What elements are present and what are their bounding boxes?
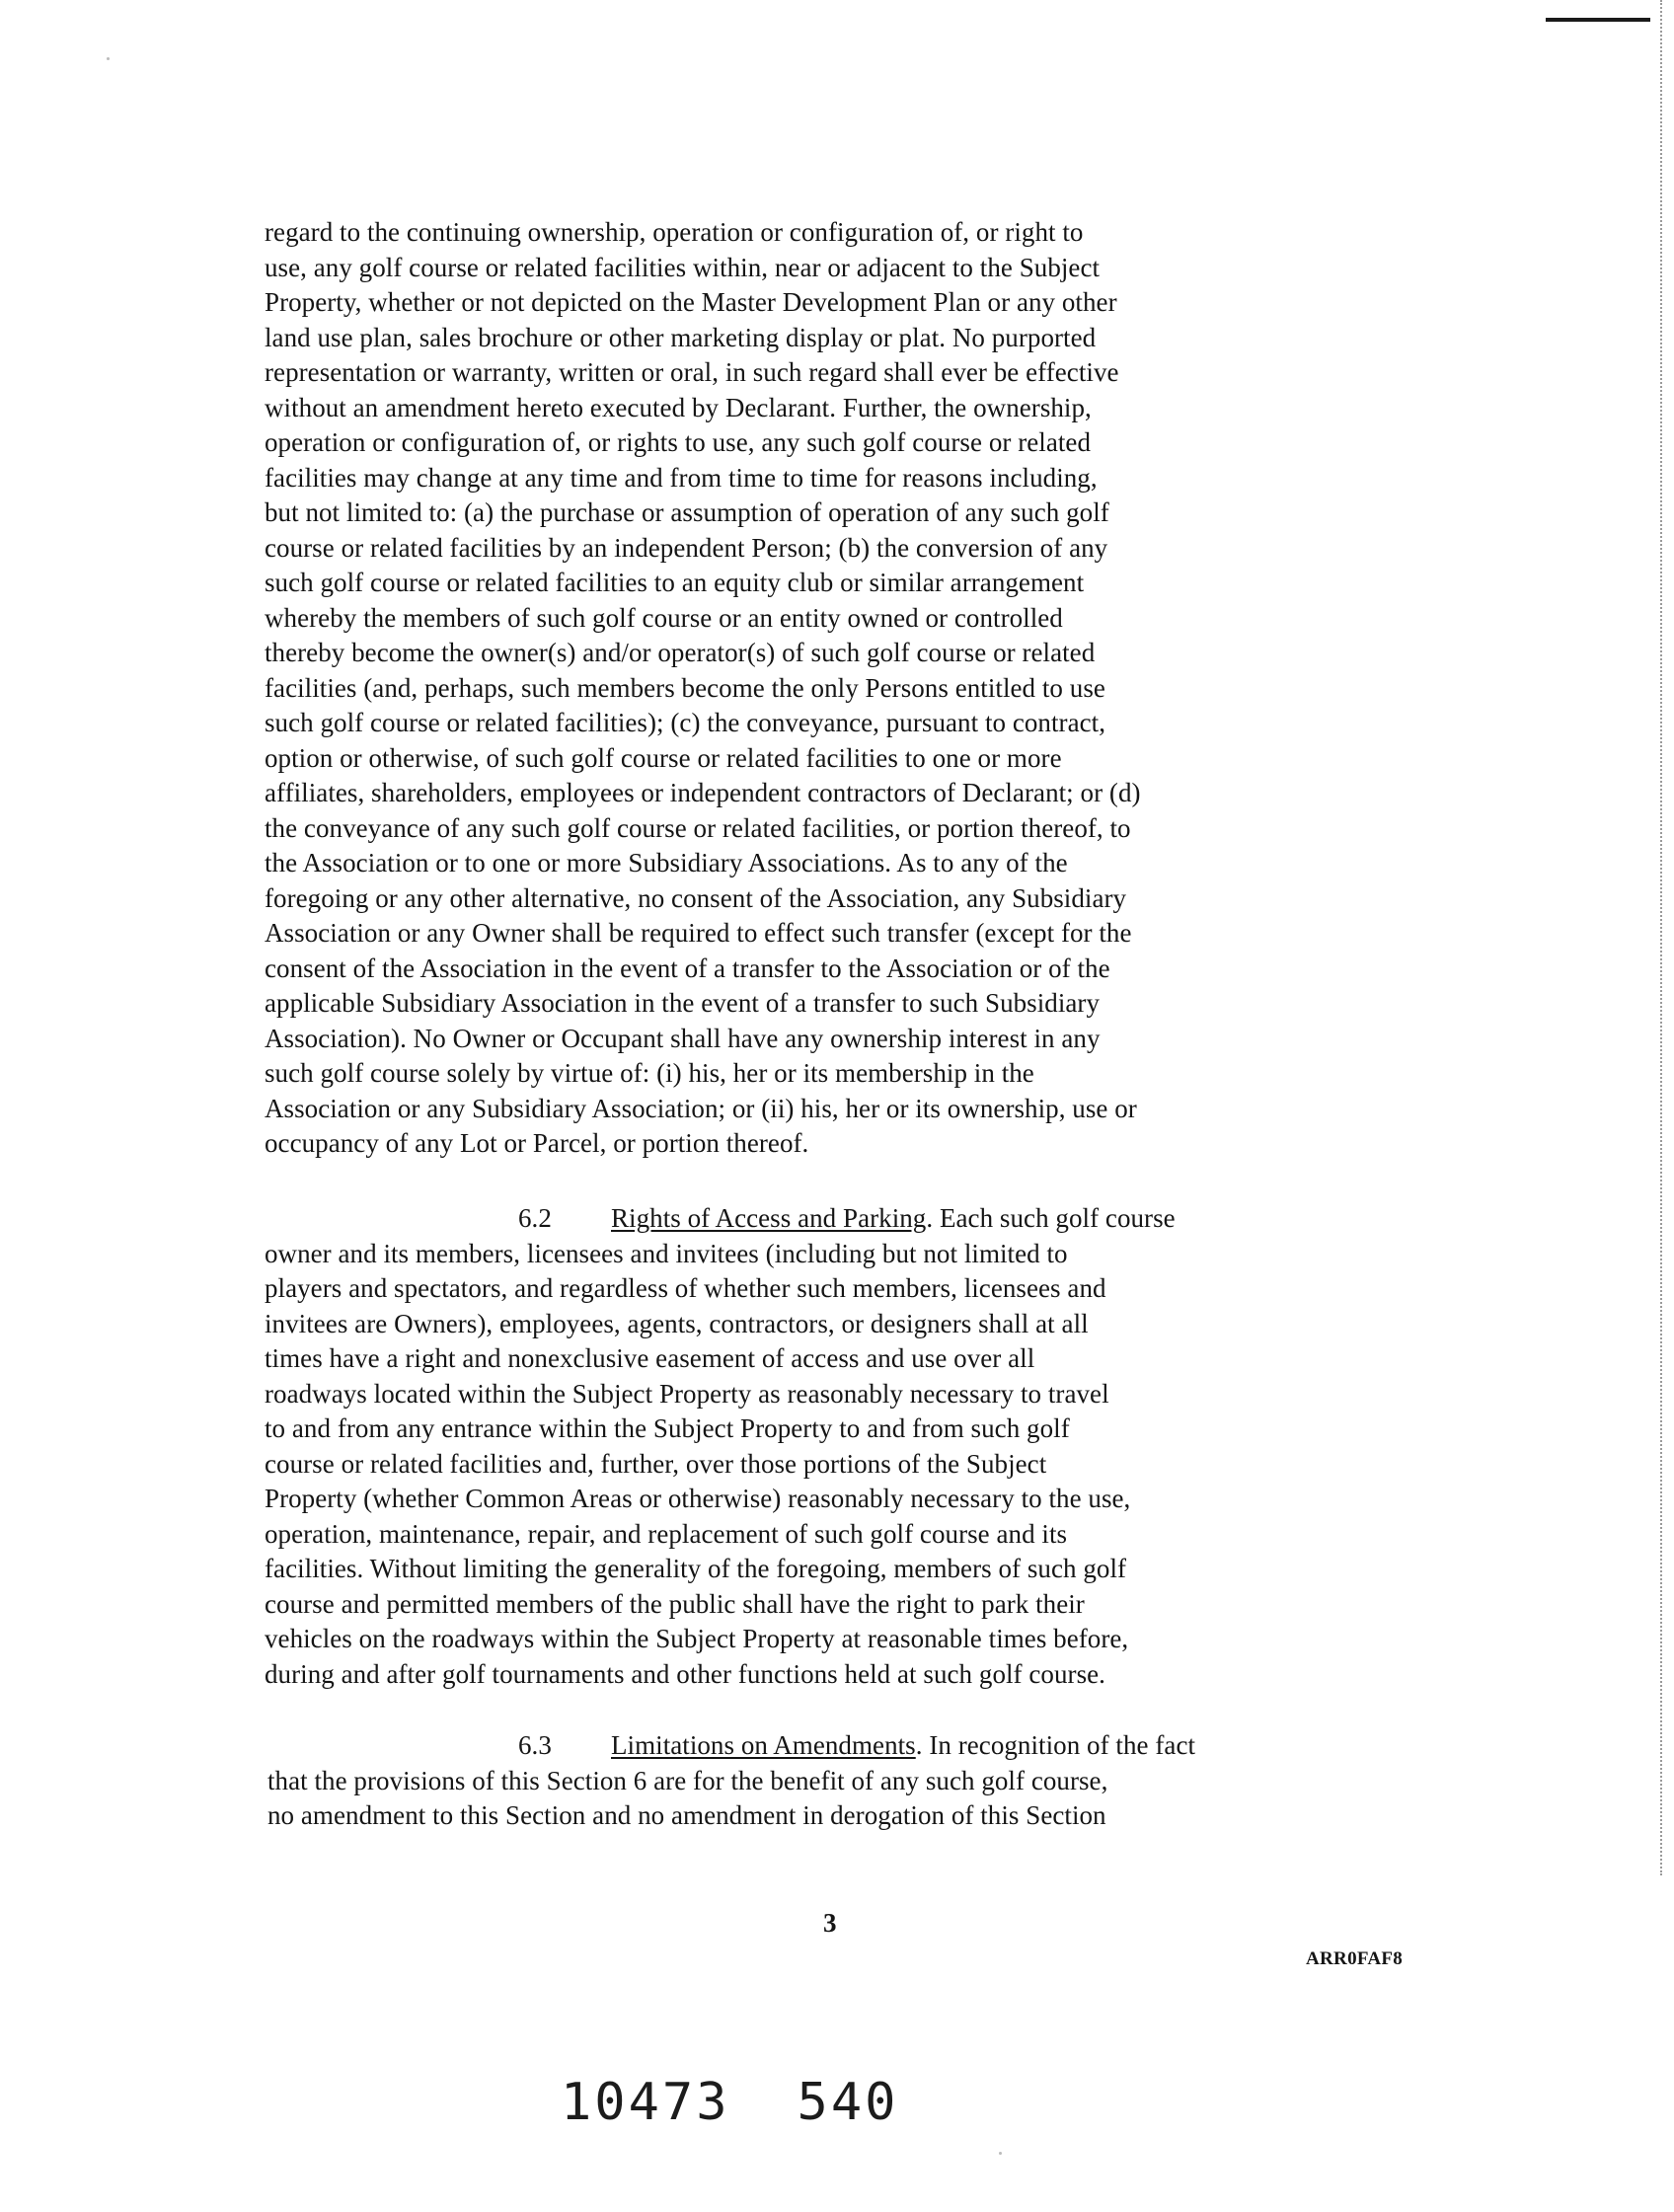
text-line: times have a right and nonexclusive easement of access and use over all bbox=[265, 1343, 1035, 1373]
section-heading: Rights of Access and Parking bbox=[611, 1203, 927, 1233]
scan-right-edge bbox=[1660, 0, 1664, 1875]
text-line: Association). No Owner or Occupant shall have any ownership interest in any bbox=[265, 1023, 1101, 1053]
text-line: such golf course or related facilities); (c) the conveyance, pursuant to contract, bbox=[265, 708, 1105, 737]
text-line: such golf course or related facilities to an equity club or similar arrangement bbox=[265, 568, 1085, 597]
text-line: without an amendment hereto executed by Declarant. Further, the ownership, bbox=[265, 392, 1092, 422]
text-line: representation or warranty, written or oral, in such regard shall ever be effective bbox=[265, 357, 1119, 387]
text-line: option or otherwise, of such golf course or related facilities to one or more bbox=[265, 742, 1062, 773]
recording-book-number: 10473 bbox=[561, 2073, 730, 2132]
text-line: players and spectators, and regardless of whether such members, licensees and bbox=[265, 1273, 1106, 1303]
text-line: the conveyance of any such golf course or related facilities, or portion thereof, to bbox=[265, 812, 1131, 843]
text-line: applicable Subsidiary Association in the event of a transfer to such Subsidiary bbox=[265, 988, 1101, 1018]
section-6-3 bbox=[267, 1728, 1195, 1764]
scan-speck bbox=[107, 57, 110, 60]
text-line: thereby become the owner(s) and/or operator(s) of such golf course or related bbox=[265, 638, 1096, 667]
text-line: such golf course solely by virtue of: (i) his, her or its membership in the bbox=[265, 1058, 1034, 1088]
section-6-2-body bbox=[265, 1237, 1130, 1693]
text-line: consent of the Association in the event of a transfer to the Association or of the bbox=[265, 953, 1110, 983]
text-line: occupancy of any Lot or Parcel, or portion thereof. bbox=[265, 1128, 809, 1158]
recording-stamp bbox=[561, 2073, 898, 2132]
text-line: course and permitted members of the public shall have the right to park their bbox=[265, 1588, 1085, 1619]
section-6-3-body bbox=[267, 1764, 1107, 1834]
text-line: facilities (and, perhaps, such members become the only Persons entitled to use bbox=[265, 672, 1105, 703]
recording-page-number: 540 bbox=[797, 2073, 899, 2132]
section-number: 6.3 bbox=[518, 1730, 552, 1760]
scan-speck bbox=[999, 2152, 1002, 2155]
text-line: regard to the continuing ownership, operation or configuration of, or right to bbox=[265, 217, 1084, 247]
text-line: no amendment to this Section and no amendment in derogation of this Section bbox=[267, 1800, 1106, 1830]
text-line: land use plan, sales brochure or other marketing display or plat. No purported bbox=[265, 322, 1097, 352]
text-line: owner and its members, licensees and invitees (including but not limited to bbox=[265, 1238, 1068, 1268]
heading-continuation: . Each such golf course bbox=[926, 1203, 1176, 1233]
document-code: ARR0FAF8 bbox=[1306, 1948, 1404, 1969]
text-line: operation or configuration of, or rights to use, any such golf course or related bbox=[265, 427, 1092, 457]
text-line: but not limited to: (a) the purchase or assumption of operation of any such golf bbox=[265, 497, 1109, 527]
text-line: facilities. Without limiting the generality of the foregoing, members of such golf bbox=[265, 1554, 1127, 1583]
text-line: operation, maintenance, repair, and replacement of such golf course and its bbox=[265, 1518, 1068, 1549]
section-number: 6.2 bbox=[518, 1203, 552, 1233]
text-line: foregoing or any other alternative, no consent of the Association, any Subsidiary bbox=[265, 882, 1127, 913]
heading-continuation: . In recognition of the fact bbox=[915, 1730, 1196, 1760]
text-line: Association or any Subsidiary Association; or (ii) his, her or its ownership, use or bbox=[265, 1093, 1137, 1123]
text-line: during and after golf tournaments and other functions held at such golf course. bbox=[265, 1658, 1105, 1689]
paragraph-section-6-1-continued bbox=[265, 215, 1141, 1162]
text-line: Property (whether Common Areas or otherwise) reasonably necessary to the use, bbox=[265, 1484, 1131, 1513]
section-6-2 bbox=[265, 1201, 1176, 1237]
text-line: use, any golf course or related facilities within, near or adjacent to the Subject bbox=[265, 252, 1101, 282]
text-line: roadways located within the Subject Property as reasonably necessary to travel bbox=[265, 1378, 1109, 1409]
text-line: course or related facilities and, further, over those portions of the Subject bbox=[265, 1448, 1047, 1479]
text-line: the Association or to one or more Subsidiary Associations. As to any of the bbox=[265, 848, 1068, 877]
section-heading: Limitations on Amendments bbox=[611, 1730, 916, 1760]
text-line: facilities may change at any time and from time to time for reasons including, bbox=[265, 462, 1098, 493]
text-line: that the provisions of this Section 6 are for the benefit of any such golf course, bbox=[267, 1765, 1108, 1795]
text-line: vehicles on the roadways within the Subject Property at reasonable times before, bbox=[265, 1624, 1129, 1653]
text-line: Association or any Owner shall be required to effect such transfer (except for the bbox=[265, 918, 1132, 948]
text-line: to and from any entrance within the Subject Property to and from such golf bbox=[265, 1413, 1070, 1443]
text-line: whereby the members of such golf course or an entity owned or controlled bbox=[265, 602, 1063, 633]
text-line: affiliates, shareholders, employees or independent contractors of Declarant; or (d) bbox=[265, 778, 1141, 807]
section-heading-line bbox=[267, 1728, 1195, 1764]
scan-edge-mark bbox=[1546, 18, 1650, 22]
page-number: 3 bbox=[823, 1908, 837, 1938]
text-line: Property, whether or not depicted on the Master Development Plan or any other bbox=[265, 287, 1117, 317]
section-heading-line bbox=[265, 1201, 1176, 1237]
text-line: invitees are Owners), employees, agents, contractors, or designers shall at all bbox=[265, 1308, 1089, 1338]
text-line: course or related facilities by an independent Person; (b) the conversion of any bbox=[265, 532, 1108, 563]
